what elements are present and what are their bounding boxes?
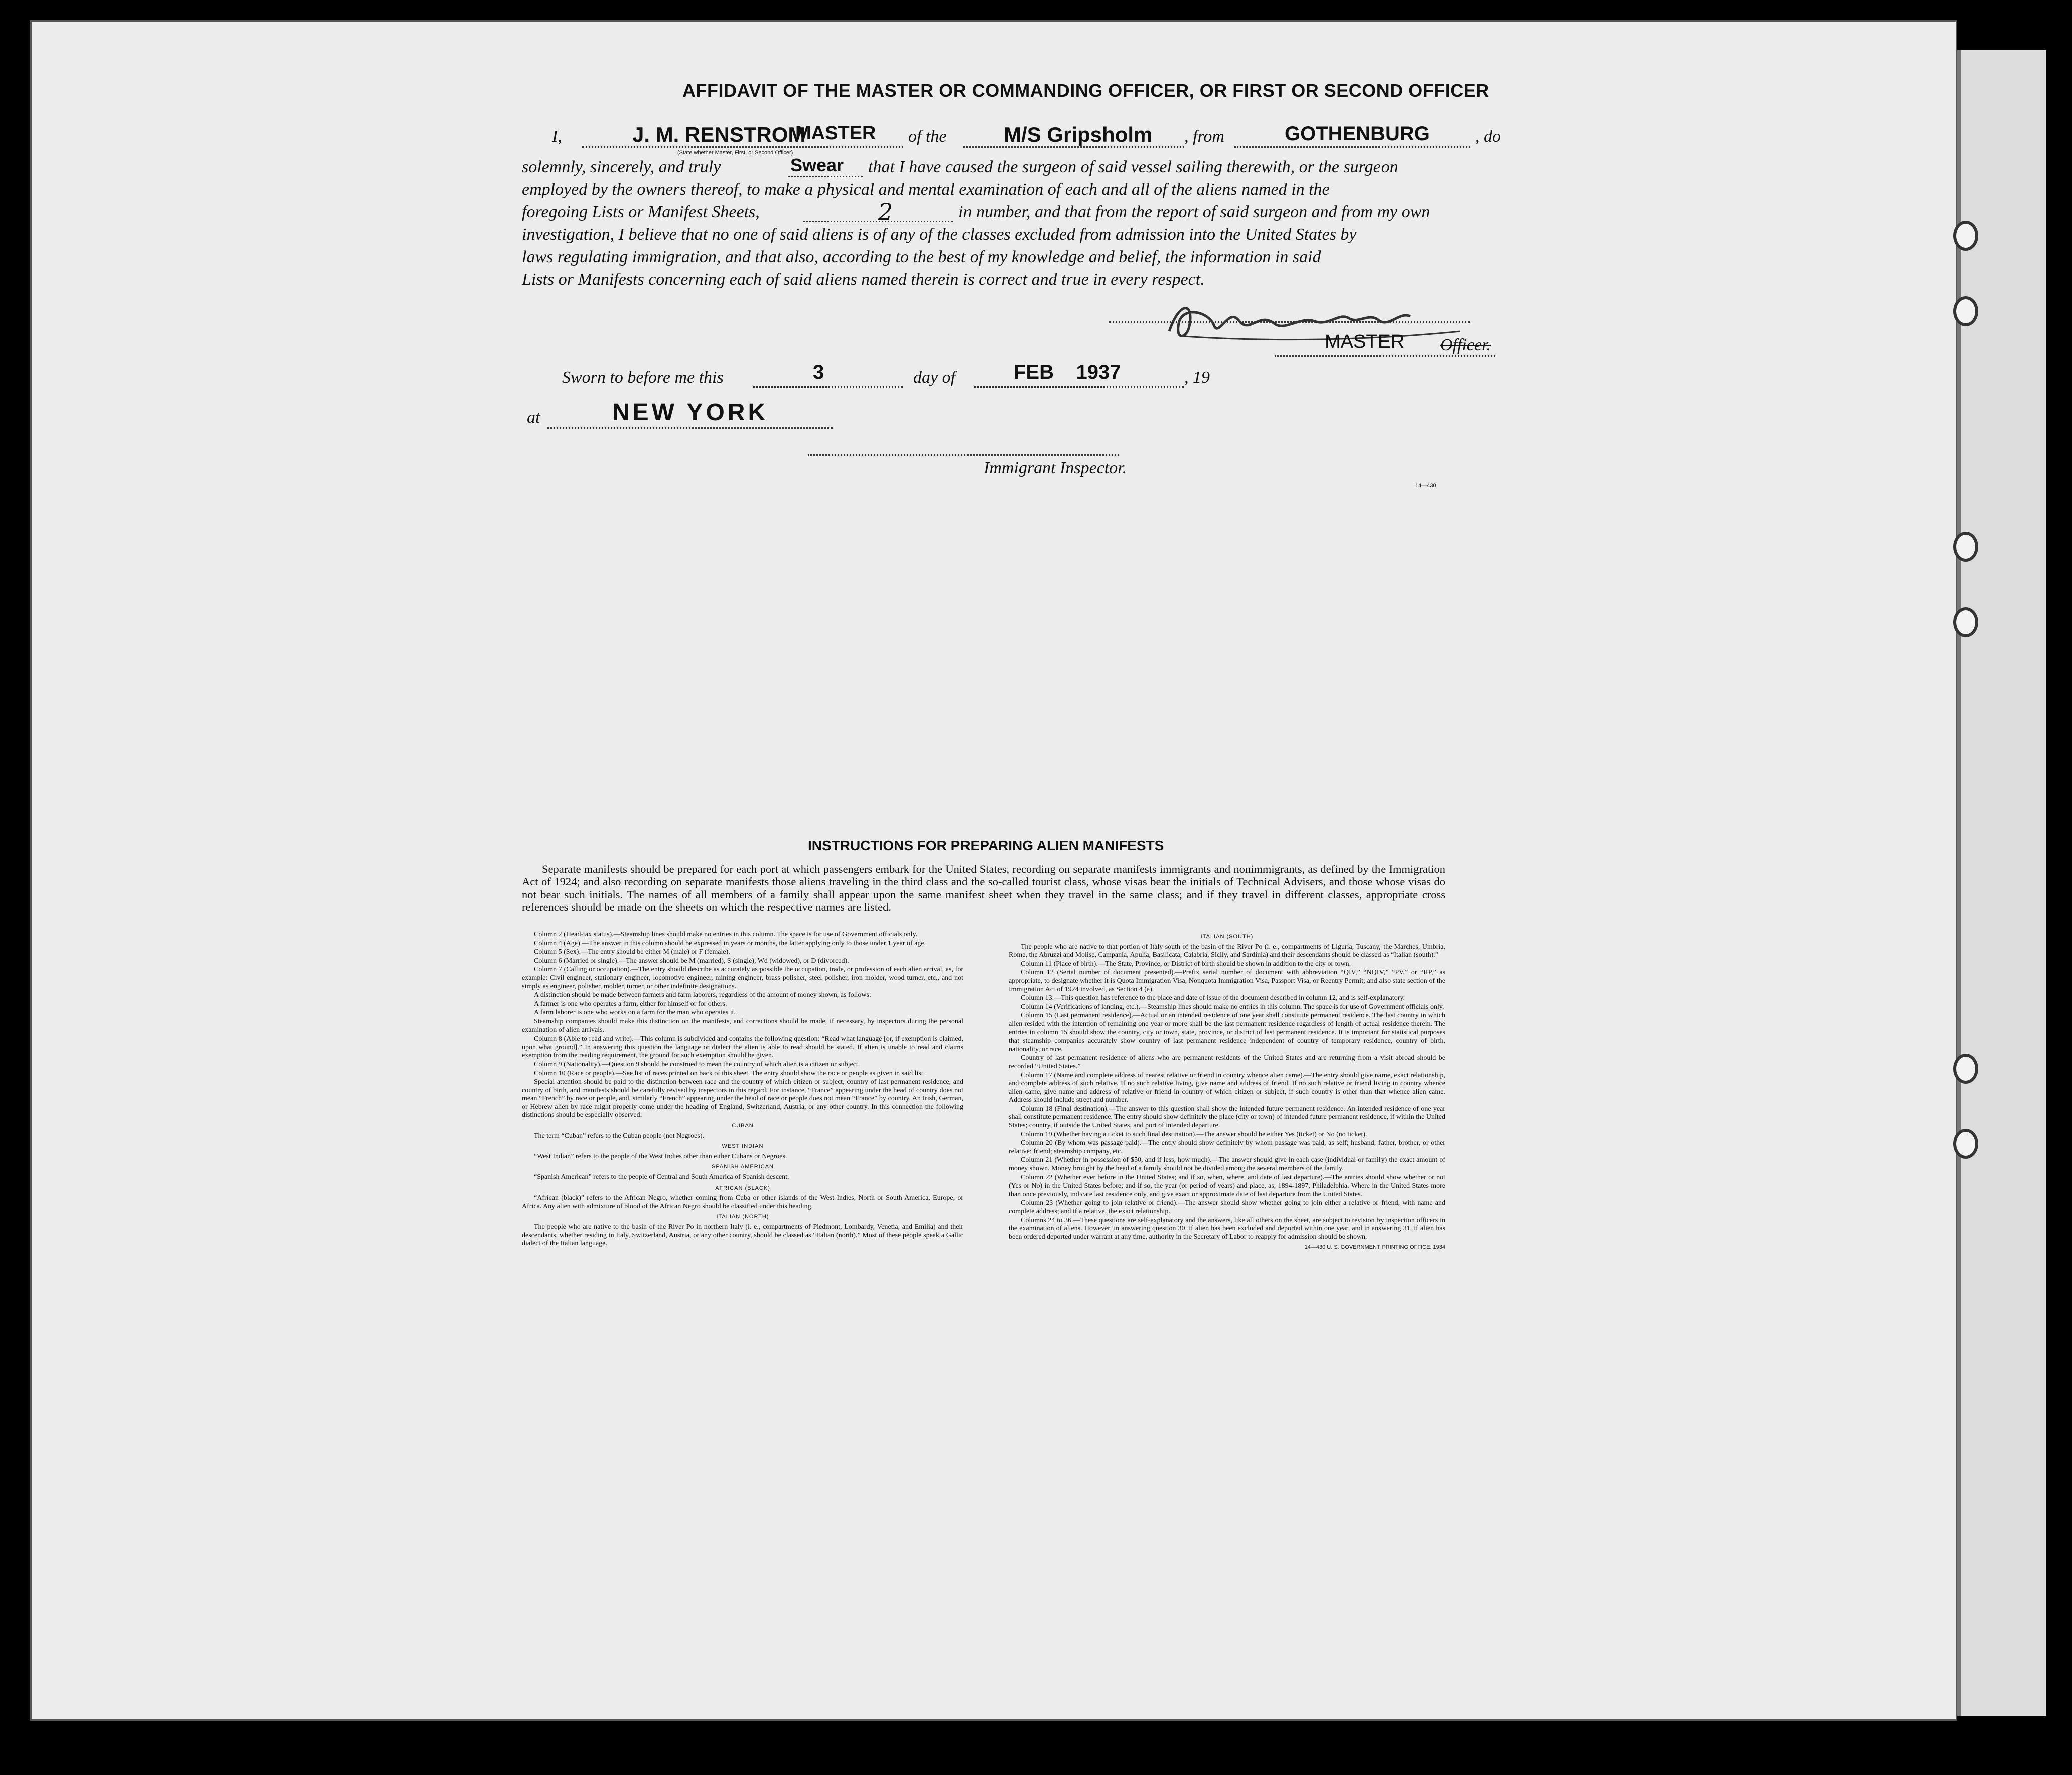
left-paragraph: Steamship companies should make this distinction on the manifests, and corrections should be made, if necessary, by inspectors during the personal examination of alien arrivals. — [522, 1017, 963, 1034]
right-paragraph: Column 18 (Final destination).—The answer to this question shall show the intended future permanent residence. An intended residence of one year shall constitute permanent residence. The entry should show definitely the place (city or town) of intended future permanent residence, if within the United States; country, if outside the United States, and port of intended departure. — [1009, 1105, 1445, 1130]
punch-hole — [1953, 221, 1978, 251]
italian-south-heading: ITALIAN (SOUTH) — [1200, 934, 1254, 940]
binder-strip — [1957, 50, 2046, 1716]
left-paragraph: Special attention should be paid to the distinction between race and the country of which citizen or subject, country of last permanent residence, and country of birth, and manifests should be carefully revised by inspectors in this regard. For instance, “France” appearing under the head of country does not mean “French” by race or people, and, similarly “French” appearing under the head of race or people does not mean “France” by country. An Irish, German, or Hebrew alien by race might properly come under the heading of England, Switzerland, Austria, or any other country. In this connection the following distinctions should be especially observed: — [522, 1078, 963, 1119]
master-name: J. M. RENSTROM — [632, 123, 806, 146]
line5: investigation, I believe that no one of said aliens is of any of the classes excluded from admission into the United States by — [522, 225, 1357, 244]
sworn-place: NEW YORK — [612, 399, 769, 426]
line2-start: solemnly, sincerely, and truly — [522, 158, 721, 176]
signature-area — [1109, 291, 1490, 346]
line4-end: in number, and that from the report of said surgeon and from my own — [958, 203, 1430, 221]
left-paragraph: Column 8 (Able to read and write).—This column is subdivided and contains the following question: “Read what language [or, if exemption is claimed, upon what ground].” In answering this question the language or dialect the alien is able to read should be stated. If alien is unable to read and claims exemption from the reading requirement, the ground for such exemption should be given. — [522, 1035, 963, 1060]
italian-north-heading: ITALIAN (NORTH) — [716, 1214, 769, 1220]
punch-hole — [1953, 1054, 1978, 1084]
from-port: GOTHENBURG — [1285, 123, 1430, 145]
left-paragraph: Column 9 (Nationality).—Question 9 should be construed to mean the country of which alien is a citizen or subject. — [534, 1060, 860, 1068]
of-the-label: of the — [908, 127, 947, 146]
left-paragraph: A farm laborer is one who works on a farm for the man who operates it. — [534, 1009, 736, 1017]
right-paragraph: Column 20 (By whom was passage paid).—The entry should show definitely by whom passage was paid, as self; husband, father, brother, or other relative; friend; steamship company, etc. — [1009, 1139, 1445, 1155]
punch-hole — [1953, 1129, 1978, 1159]
place-line — [547, 427, 833, 429]
instructions-right-column — [1009, 931, 1445, 1252]
master-rank: MASTER — [795, 123, 876, 144]
spanish-american-heading: SPANISH AMERICAN — [712, 1164, 774, 1170]
left-paragraph: Column 10 (Race or people).—See list of races printed on back of this sheet. The entry should show the race or people as given in said list. — [534, 1069, 925, 1077]
right-paragraph: Column 11 (Place of birth).—The State, Province, or District of birth should be shown in addition to the city or town. — [1021, 960, 1351, 968]
right-paragraph: Column 21 (Whether in possession of $50, and if less, how much).—The answer should give in each case (individual or family) the exact amount of money shown. Money brought by the head of a family should not be divided among the several members of the family. — [1009, 1156, 1445, 1173]
punch-hole — [1953, 532, 1978, 562]
west-indian-heading: WEST INDIAN — [722, 1143, 764, 1150]
left-paragraph: Column 6 (Married or single).—The answer should be M (married), S (single), Wd (widowed), or D (divorced). — [534, 957, 849, 965]
at-label: at — [527, 408, 540, 427]
cuban-text: The term “Cuban” refers to the Cuban people (not Negroes). — [534, 1132, 704, 1140]
day-of-label: day of — [913, 368, 956, 387]
right-paragraph: Column 15 (Last permanent residence).—Actual or an intended residence of one year shall constitute permanent residence. The last country in which alien resided with the intention of remaining one year or more shall be the last permanent residence regardless of length of actual residence therein. The entries in column 15 should show the country, city or town, state, province, or district of last permanent residence. It is important for statistical purposes that steamship companies accurately show country of last permanent residence independent of country of temporary residence, country of birth, nationality, or race. — [1009, 1012, 1445, 1053]
right-paragraph: Column 17 (Name and complete address of nearest relative or friend in country whence alien came).—The entry should give name, exact relationship, and complete address of such relative. If no such relative living, give name and address of friend. If no such relative or friend living in country whence alien came, give name and address of relative or friend in country of which citizen or subject, if such country is other than that whence alien came. Address should include street and number. — [1009, 1071, 1445, 1104]
sworn-date-line — [974, 386, 1184, 388]
oath-word: Swear — [790, 155, 844, 175]
right-paragraph: Column 23 (Whether going to join relative or friend).—The answer should show whether going to join either a relative or friend, with name and complete address; and if a relative, the exact relationship. — [1009, 1199, 1445, 1215]
instructions-title: INSTRUCTIONS FOR PREPARING ALIEN MANIFESTS — [808, 838, 1164, 853]
do-label: , do — [1475, 127, 1501, 146]
west-indian-text: “West Indian” refers to the people of the West Indies other than either Cubans or Negroes. — [534, 1152, 787, 1160]
left-paragraph: Column 4 (Age).—The answer in this column should be expressed in years or months, the latter applying only to those under 1 year of age. — [534, 939, 926, 947]
comma-19: , 19 — [1184, 368, 1210, 387]
left-paragraph: A distinction should be made between farmers and farm laborers, regardless of the amount of money shown, as follows: — [534, 991, 871, 999]
italian-north-text: The people who are native to the basin of the River Po in northern Italy (i. e., compartments of Piedmont, Lombardy, Venetia, and Emilia) and their descendants, whether residing in Italy, Switzerland, Austria, or any other country, should be classed as “Italian (north).” Most of these people speak a Gallic dialect of the Italian language. — [522, 1223, 963, 1248]
inspector-label: Immigrant Inspector. — [984, 459, 1127, 477]
signature-scribble — [1109, 291, 1490, 346]
sworn-label: Sworn to before me this — [562, 368, 724, 387]
right-paragraph: Column 19 (Whether having a ticket to such final destination).—The answer should be either Yes (ticket) or No (no ticket). — [1021, 1130, 1367, 1138]
right-paragraph: Column 22 (Whether ever before in the United States; and if so, when, where, and date of last departure).—The entries should show whether or not (Yes or No) in the United States before; and if so, the year (or period of years) and place, as, 1894-1897, Philadelphia. Where in the United States more than once previously, indicate last residence only, and give exact or approximate date of last departure from the United States. — [1009, 1173, 1445, 1198]
line7: Lists or Manifests concerning each of said aliens named therein is correct and true in every respect. — [522, 270, 1205, 289]
printing-office-footer: 14—430 U. S. GOVERNMENT PRINTING OFFICE: 1934 — [1304, 1244, 1445, 1251]
affidavit-title: AFFIDAVIT OF THE MASTER OR COMMANDING OFFICER, OR FIRST OR SECOND OFFICER — [682, 80, 1489, 101]
from-label: , from — [1184, 127, 1224, 146]
signer-title: MASTER — [1325, 331, 1405, 352]
instructions-intro: Separate manifests should be prepared for each port at which passengers embark for the United States, recording on separate manifests immigrants and nonimmigrants, as defined by the Immigration Act of 1924; and also recording on separate manifests those aliens traveling in the third class and the so-called tourist class, whose visas bear the initials of Technical Advisers, and those whose visas do not bear such initials. The names of all members of a family shall appear upon the same manifest sheet when they travel in the same class; and if they travel in different classes, appropriate cross references should be made on the sheets on which the respective names are listed. — [522, 863, 1445, 913]
oath-line — [788, 176, 863, 177]
right-paragraph: The people who are native to that portion of Italy south of the basin of the River Po (i. e., compartments of Liguria, Tuscany, the Marches, Umbria, Rome, the Abruzzi and Molise, Campania, Apulia, Basilicata, Calabria, Sicily, and Sardinia) and their descendants should be classed as “Italian (south).” — [1009, 943, 1445, 959]
document-page — [30, 20, 1957, 1721]
sheet-count: 2 — [878, 198, 893, 225]
right-paragraph: Column 12 (Serial number of document presented).—Prefix serial number of document with abbreviation “QIV,” “NQIV,” “PV,” or “RP,” as appropriate, to designate whether it is Quota Immigration Visa, Nonquota Immigration Visa, Passport Visa, or Reentry Permit; and also state section of the Immigration Act of 1924 involved, as Section 4 (a). — [1009, 969, 1445, 993]
right-paragraph: Column 14 (Verifications of landing, etc.).—Steamship lines should make no entries in this column. The space is for use of Government officials only. — [1021, 1003, 1444, 1011]
i-label: I, — [552, 127, 562, 146]
cuban-heading: CUBAN — [732, 1123, 754, 1129]
rank-hint: (State whether Master, First, or Second Officer) — [677, 150, 793, 156]
instructions-left-column — [522, 931, 963, 1249]
line3: employed by the owners thereof, to make a physical and mental examination of each and all of the aliens named in the — [522, 180, 1330, 199]
line2-end: that I have caused the surgeon of said vessel sailing therewith, or the surgeon — [868, 158, 1398, 176]
form-number: 14—430 — [1415, 483, 1436, 489]
left-paragraph: Column 2 (Head-tax status).—Steamship lines should make no entries in this column. The space is for use of Government officials only. — [534, 931, 918, 938]
officer-word: Officer. — [1440, 336, 1491, 354]
punch-hole — [1953, 296, 1978, 326]
left-paragraph: Column 7 (Calling or occupation).—The entry should describe as accurately as possible the occupation, trade, or profession of each alien arrival, as, for example: Civil engineer, stationary engineer, locomotive engineer, mining engineer, brass polisher, steel polisher, iron molder, wood turner, etc., and not simply as engineer, polisher, molder, turner, or other indefinite designations. — [522, 966, 963, 990]
right-paragraph: Country of last permanent residence of aliens who are permanent residents of the United States and are returning from a visit abroad should be recorded “United States.” — [1009, 1054, 1445, 1070]
sworn-month-year: FEB 1937 — [1014, 361, 1121, 383]
left-paragraph: A farmer is one who operates a farm, either for himself or for others. — [534, 1000, 727, 1008]
inspector-line — [808, 454, 1119, 456]
right-paragraph: Columns 24 to 36.—These questions are self-explanatory and the answers, like all others on the sheet, are subject to revision by inspection officers in the examination of aliens. However, in answering question 30, if alien has been excluded and deported within one year, and in answering 31, if alien has been ordered deported under warrant at any time, authority in the Secretary of Labor to reapply for admission should be shown. — [1009, 1216, 1445, 1241]
spanish-american-text: “Spanish American” refers to the people of Central and South America of Spanish descent. — [534, 1173, 789, 1181]
left-paragraph: Column 5 (Sex).—The entry should be either M (male) or F (female). — [534, 948, 730, 956]
signature-line — [1109, 321, 1470, 323]
right-paragraph: Column 13.—This question has reference to the place and date of issue of the document described in column 12, and is self-explanatory. — [1021, 994, 1405, 1002]
african-heading: AFRICAN (BLACK) — [715, 1185, 770, 1191]
line6: laws regulating immigration, and that also, according to the best of my knowledge and belief, the information in said — [522, 248, 1321, 266]
punch-hole — [1953, 607, 1978, 637]
from-line — [1234, 146, 1470, 148]
sworn-day: 3 — [813, 361, 824, 383]
african-text: “African (black)” refers to the African Negro, whether coming from Cuba or other islands of the West Indies, North or South America, Europe, or Africa. Any alien with admixture of blood of the African Negro should be classified under this heading. — [522, 1194, 963, 1210]
sworn-day-line — [753, 386, 903, 388]
vessel-name: M/S Gripsholm — [1004, 123, 1153, 146]
line4-start: foregoing Lists or Manifest Sheets, — [522, 203, 760, 221]
